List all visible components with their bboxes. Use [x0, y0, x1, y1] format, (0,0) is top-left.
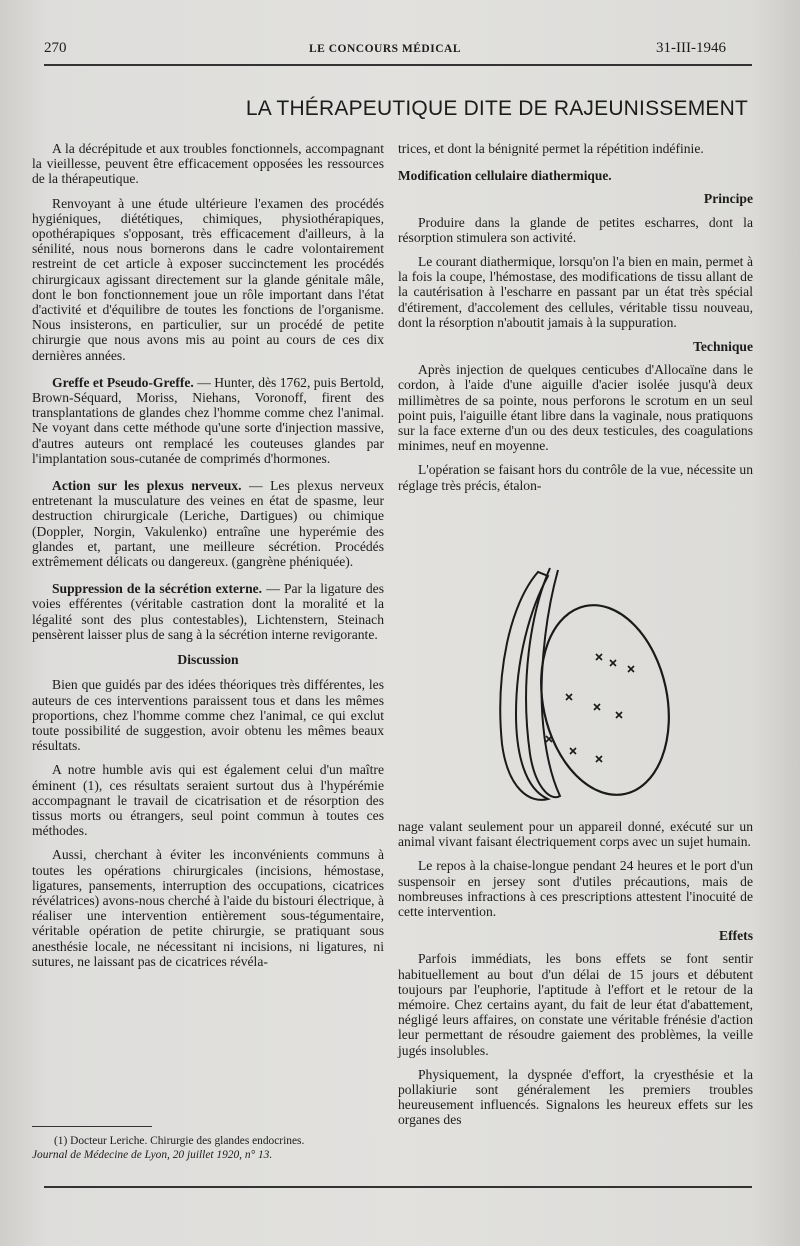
paragraph	[32, 581, 384, 642]
section-heading-technique: Technique	[693, 339, 753, 355]
paragraph	[32, 478, 384, 569]
footnote-line: (1) Docteur Leriche. Chirurgie des glandes endocrines.	[54, 1135, 305, 1147]
coagulation-mark	[566, 694, 572, 700]
coagulation-mark	[616, 712, 622, 718]
right-column	[398, 141, 753, 502]
epididymis-outline	[526, 568, 560, 797]
paragraph: Aussi, cherchant à éviter les inconvénients communs à toutes les opérations chirurgicales (incisions, hémostase, ligatures, pansements, interruption des occupations, cicatrices révélatrices) avons-nous cherché à l'aide du bistouri électrique, à réaliser une intervention entièrement sous-tégumentaire, véritable opération de petite chirurgie, se pratiquant sous anesthésie locale, ne nécessitant ni incisions, ni ligatures, ni sutures, ne laissant pas de cicatrices révéla-	[32, 847, 384, 969]
section-lead: Greffe et Pseudo-Greffe.	[52, 374, 194, 390]
coagulation-mark	[570, 748, 576, 754]
section-lead: Suppression de la sécrétion externe.	[52, 581, 263, 597]
paragraph: Le repos à la chaise-longue pendant 24 heures et le port d'un suspensoir en jersey sont d'utiles précautions, mais de nombreuses infractions à ces prescriptions attestent l'inocuité de cette intervention.	[398, 858, 753, 920]
running-header	[44, 40, 726, 62]
left-column	[32, 141, 384, 978]
paragraph: L'opération se faisant hors du contrôle de la vue, nécessite un réglage très précis, étalon-	[398, 462, 753, 493]
testicle-diagram	[490, 564, 690, 814]
section-text: — Hunter, dès 1762, puis Bertold, Brown-Séquard, Moriss, Niehans, Voronoff, firent des transplantations de glandes chez l'homme comme chez l'animal. Ne voyant dans cette méthode qu'une sorte d'injection massive, d'autres auteurs ont remplacé les couteuses glandes par l'implantation sous-cutanée de comprimés d'hormones.	[32, 374, 384, 466]
paragraph: A notre humble avis qui est également celui d'un maître éminent (1), ces résultats seraient surtout dus à l'hypérémie accompagnant le travail de cicatrisation et de résorption des tissus morts ou étrangers, seul point commun à toutes ces méthodes.	[32, 762, 384, 839]
section-heading-effets: Effets	[719, 928, 753, 944]
right-column-lower	[398, 819, 753, 1137]
footer-rule	[44, 1186, 752, 1188]
journal-name: LE CONCOURS MÉDICAL	[309, 43, 461, 55]
section-heading-discussion: Discussion	[177, 652, 239, 668]
section-lead: Action sur les plexus nerveux.	[52, 478, 242, 494]
paragraph: Renvoyant à une étude ultérieure l'examen des procédés hygiéniques, diététiques, chimiques, physiothérapiques, opothérapiques s'opposant, très efficacement d'ailleurs, à la sénilité, nous nous bornerons dans le cadre volontairement restreint de cet article à exposer succinctement les procédés chirurgicaux agissant directement sur la glande génitale mâle, dont le bon fonctionnement joue un rôle important dans l'état d'activité et d'équilibre de toutes les fonctions de l'organisme. Nous insisterons, en particulier, sur un procédé de petite chirurgie que nous avons mis au point au cours de ces dix dernières années.	[32, 195, 384, 363]
footnote	[32, 1134, 392, 1162]
paragraph: Physiquement, la dyspnée d'effort, la cryesthésie et la pollakiurie sont généralement les premiers troubles heureusement influencés. Signalons les heureux effets sur les organes des	[398, 1066, 753, 1128]
page-number: 270	[44, 40, 67, 56]
paragraph: A la décrépitude et aux troubles fonctionnels, accompagnant la vieillesse, peuvent être efficacement opposées les ressources de la thérapeutique.	[32, 141, 384, 187]
section-heading-principe: Principe	[703, 191, 753, 207]
paragraph: trices, et dont la bénignité permet la répétition indéfinie.	[398, 141, 704, 156]
coagulation-mark	[594, 704, 600, 710]
article-title: LA THÉRAPEUTIQUE DITE DE RAJEUNISSEMENT	[245, 97, 748, 120]
coagulation-mark	[596, 654, 602, 660]
paragraph: nage valant seulement pour un appareil donné, exécuté sur un animal vivant faisant électriquement corps avec un sujet humain.	[398, 819, 753, 850]
footnote-rule	[32, 1126, 152, 1127]
section-heading-modification: Modification cellulaire diathermique.	[398, 168, 612, 184]
paragraph: Produire dans la glande de petites escharres, dont la résorption stimulera son activité.	[398, 214, 753, 245]
issue-date: 31-III-1946	[656, 40, 726, 56]
paragraph: Après injection de quelques centicubes d'Allocaïne dans le cordon, à l'aide d'une aiguille d'acier isolée jusqu'à deux millimètres de sa pointe, nous perforons le scrotum en un seul point puis, l'aiguille étant libre dans la vaginale, nous pratiquons sur la face externe d'un ou des deux testicules, des coagulations minimes, neuf en moyenne.	[398, 362, 753, 454]
section-text: — Par la ligature des voies efférentes (véritable castration dont la moralité et la légalité sont des plus contestables), Lichtenstern, Steinach pensèrent laisser plus de sang à la sécrétion interne revigorante.	[32, 581, 384, 642]
coagulation-mark	[610, 660, 616, 666]
section-text: — Les plexus nerveux entretenant la musculature des veines en état de spasme, leur destruction chirurgicale (Leriche, Dartigues) ou chimique (Doppler, Norgin, Vakulenko) entraîne une hyperémie des glandes et, partant, une meilleure sécrétion. Procédés extrêmement délicats ou dangereux. (gangrène phéniquée).	[32, 478, 385, 570]
testicle-outline	[524, 593, 685, 807]
coagulation-mark	[546, 736, 552, 742]
coagulation-marks	[546, 654, 634, 762]
paragraph: Bien que guidés par des idées théoriques très différentes, les auteurs de ces interventions paraissent tous et dans les mêmes proportions, chez l'homme comme chez l'animal, ce qui exclut toute possibilité de suggestion, avoir obtenu les mêmes beaux résultats.	[32, 677, 384, 754]
paragraph: Le courant diathermique, lorsqu'on l'a bien en main, permet à la fois la coupe, l'hémostase, des modifications de tissu allant de la cautérisation à l'escharre en passant par un état très spécial d'étirement, d'accolement des cellules, véritable tissu nouveau, dont la résorption n'aboutit jamais à la suppuration.	[398, 254, 753, 330]
paragraph	[32, 375, 384, 466]
header-rule	[44, 64, 752, 66]
footnote-line: Journal de Médecine de Lyon, 20 juillet 1920, n° 13.	[32, 1149, 273, 1161]
coagulation-mark	[628, 666, 634, 672]
coagulation-mark	[596, 756, 602, 762]
paragraph: Parfois immédiats, les bons effets se font sentir habituellement au bout d'un délai de 15 jours et débutent toujours par l'euphorie, l'aptitude à l'effort et le retour de la mémoire. Chez certains ayant, du fait de leur état d'abattement, négligé leurs affaires, on constate une véritable frénésie d'action leur permettant de résoudre gaiement des problèmes, la veille jugés insolubles.	[398, 951, 753, 1058]
